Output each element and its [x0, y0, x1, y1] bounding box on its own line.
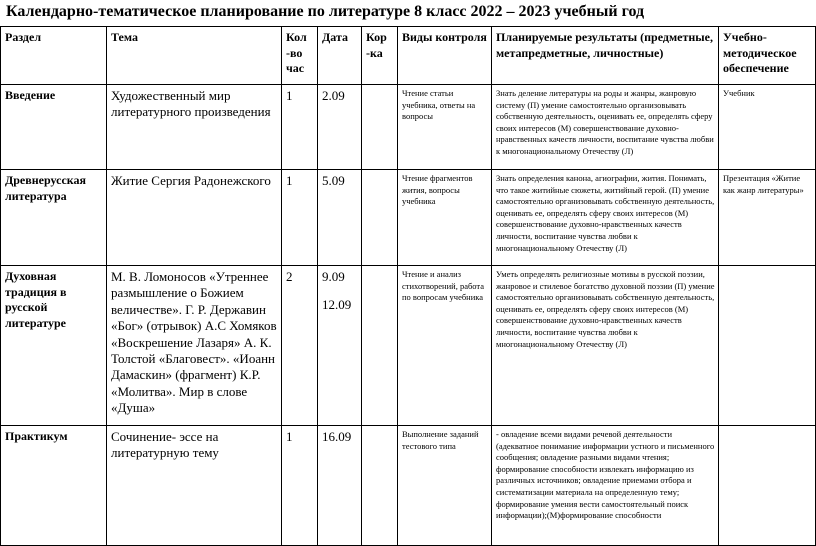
- row-hours: 2: [282, 266, 318, 426]
- row-correction: [362, 170, 398, 266]
- row-date-second: 12.09: [322, 297, 352, 312]
- header-support: Учебно-методическое обеспечение: [719, 27, 816, 85]
- row-support: [719, 266, 816, 426]
- row-section: Древнерусская литература: [1, 170, 107, 266]
- row-results: Знать деление литературы на роды и жанры, жанровую систему (П) умение самостоятельно организовывать собственную деятельность, оценивать ее, определять сферу своих интересов (М) совершенствование духовно-нравственных качеств личности, воспитание чувства любви к многонациональному Отечеству (Л): [492, 85, 719, 170]
- table-row: [1, 170, 816, 266]
- page-title: Календарно-тематическое планирование по литературе 8 класс 2022 – 2023 учебный год: [6, 3, 645, 20]
- row-control: Чтение фрагментов жития, вопросы учебника: [398, 170, 492, 266]
- table-row: [1, 266, 816, 426]
- row-support: [719, 426, 816, 546]
- row-results: Знать определения канона, агиографии, жития. Понимать, что такое житийные сюжеты, житийный герой. (П) умение самостоятельно организовывать собственную деятельность, оценивать ее, определять сферу своих интересов (М) совершенствование духовно-нравственных качеств личности, воспитание чувства любви к многонациональному Отечеству (Л): [492, 170, 719, 266]
- header-correction: Кор -ка: [362, 27, 398, 85]
- planning-table: [0, 26, 816, 546]
- row-correction: [362, 85, 398, 170]
- table-row: [1, 426, 816, 546]
- row-support: Учебник: [719, 85, 816, 170]
- row-date: 16.09: [318, 426, 362, 546]
- row-correction: [362, 266, 398, 426]
- header-hours: Кол -во час: [282, 27, 318, 85]
- row-control: Выполнение заданий тестового типа: [398, 426, 492, 546]
- row-date: 5.09: [318, 170, 362, 266]
- row-section: Практикум: [1, 426, 107, 546]
- row-hours: 1: [282, 170, 318, 266]
- header-section: Раздел: [1, 27, 107, 85]
- table-row: [1, 85, 816, 170]
- row-topic: Сочинение- эссе на литературную тему: [107, 426, 282, 546]
- row-section: Духовная традиция в русской литературе: [1, 266, 107, 426]
- row-hours: 1: [282, 426, 318, 546]
- row-topic: М. В. Ломоносов «Утреннее размышление о Божием величестве». Г. Р. Державин «Бог» (отрывок) А.С Хомяков «Воскрешение Лазаря» А. К. Толстой «Благовест». «Иоанн Дамаскин» (фрагмент) К.Р. «Молитва». Мир в слове «Душа»: [107, 266, 282, 426]
- header-control: Виды контроля: [398, 27, 492, 85]
- row-correction: [362, 426, 398, 546]
- row-control: Чтение статьи учебника, ответы на вопросы: [398, 85, 492, 170]
- row-results: Уметь определять религиозные мотивы в русской поэзии, жанровое и стилевое богатство духовной поэзии (П) умение самостоятельно организовывать собственную деятельность, оценивать ее, определять сферу своих интересов (М) совершенствование духовно-нравственных качеств личности, воспитание чувства любви к многонациональному Отечеству (Л): [492, 266, 719, 426]
- row-results: - овладение всеми видами речевой деятельности (адекватное понимание информации устного и письменного сообщения; овладение разными видами чтения; формирование способности извлекать информацию из различных источников; овладение приемами отбора и систематизации материала на определенную тему; формирование умения вести самостоятельный поиск информации);(М)формирование способности: [492, 426, 719, 546]
- row-topic: Житие Сергия Радонежского: [107, 170, 282, 266]
- row-date: 9.09: [322, 269, 345, 284]
- header-topic: Тема: [107, 27, 282, 85]
- row-date-cell: [318, 266, 362, 426]
- header-results: Планируемые результаты (предметные, метапредметные, личностные): [492, 27, 719, 85]
- row-date: 2.09: [318, 85, 362, 170]
- header-date: Дата: [318, 27, 362, 85]
- row-section: Введение: [1, 85, 107, 170]
- table-header-row: [1, 27, 816, 85]
- row-hours: 1: [282, 85, 318, 170]
- row-control: Чтение и анализ стихотворений, работа по вопросам учебника: [398, 266, 492, 426]
- row-topic: Художественный мир литературного произведения: [107, 85, 282, 170]
- row-support: Презентация «Житие как жанр литературы»: [719, 170, 816, 266]
